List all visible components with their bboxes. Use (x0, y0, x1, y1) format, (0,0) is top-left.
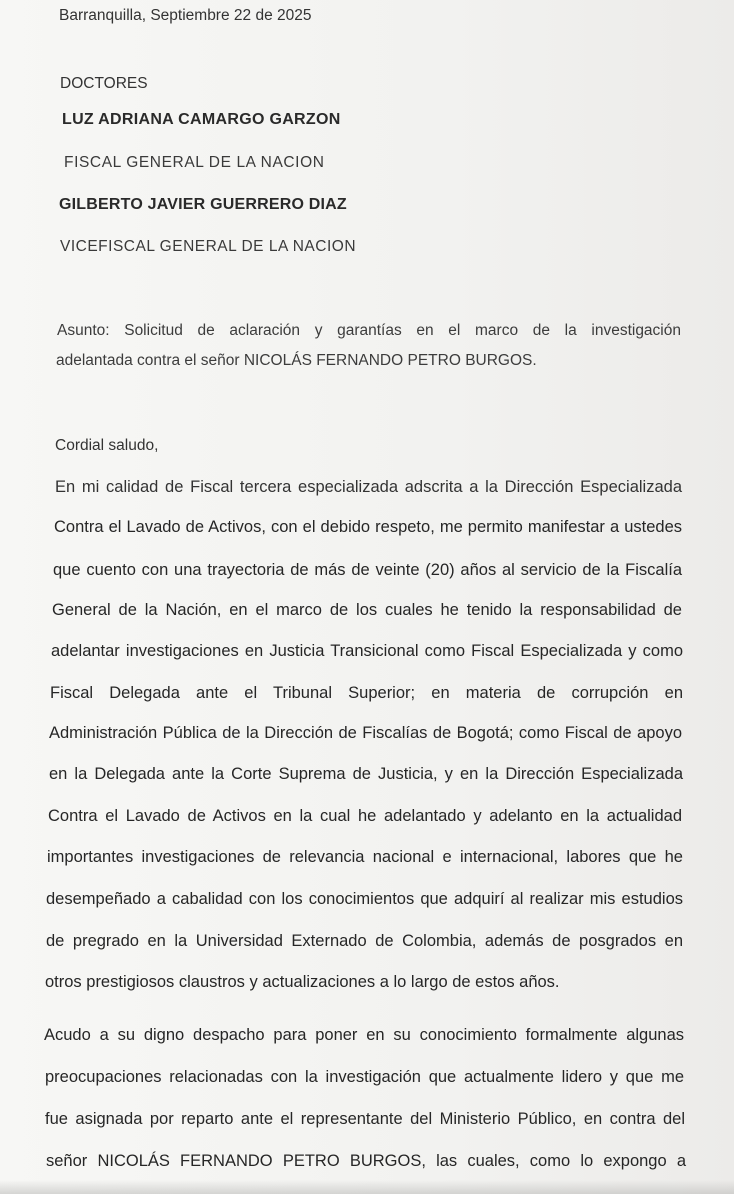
paragraph-1-line: En mi calidad de Fiscal tercera especializada adscrita a la Dirección Especializada (55, 478, 682, 496)
paragraph-2-line: fue asignada por reparto ante el representante del Ministerio Público, en contra del (45, 1110, 685, 1128)
paragraph-1-line: Contra el Lavado de Activos, con el debido respeto, me permito manifestar a ustedes (54, 518, 682, 536)
page-edge-shadow (0, 1180, 734, 1194)
recipient-1-name: LUZ ADRIANA CAMARGO GARZON (62, 111, 341, 128)
paragraph-1-line: Fiscal Delegada ante el Tribunal Superior; en materia de corrupción en (50, 684, 683, 702)
paragraph-1-line: Administración Pública de la Dirección de Fiscalías de Bogotá; como Fiscal de apoyo (49, 724, 682, 742)
paragraph-1-line: Contra el Lavado de Activos en la cual he adelantado y adelanto en la actualidad (48, 807, 682, 825)
paragraph-1-line: en la Delegada ante la Corte Suprema de Justicia, y en la Dirección Especializada (49, 765, 683, 783)
paragraph-2-line: preocupaciones relacionadas con la investigación que actualmente lidero y que me (45, 1068, 684, 1086)
recipient-2-title: VICEFISCAL GENERAL DE LA NACION (60, 238, 357, 255)
paragraph-1-line: otros prestigiosos claustros y actualizaciones a lo largo de estos años. (45, 973, 560, 991)
paragraph-1-line: importantes investigaciones de relevancia nacional e internacional, labores que he (47, 848, 683, 866)
paragraph-2-line: señor NICOLÁS FERNANDO PETRO BURGOS, las cuales, como lo expongo a (46, 1152, 686, 1170)
paragraph-1-line: de pregrado en la Universidad Externado de Colombia, además de posgrados en (46, 932, 683, 950)
greeting: Cordial saludo, (55, 437, 159, 454)
salutation-header: DOCTORES (60, 75, 148, 92)
recipient-1-title: FISCAL GENERAL DE LA NACION (64, 154, 325, 171)
paragraph-2-line: Acudo a su digno despacho para poner en su conocimiento formalmente algunas (44, 1026, 684, 1044)
subject-line: adelantada contra el señor NICOLÁS FERNANDO PETRO BURGOS. (56, 352, 537, 369)
paragraph-1-line: General de la Nación, en el marco de los cuales he tenido la responsabilidad de (52, 601, 682, 619)
paragraph-1-line: que cuento con una trayectoria de más de veinte (20) años al servicio de la Fiscalía (53, 561, 682, 579)
subject-line: Asunto: Solicitud de aclaración y garantías en el marco de la investigación (57, 322, 681, 339)
recipient-2-name: GILBERTO JAVIER GUERRERO DIAZ (59, 196, 347, 213)
paragraph-1-line: adelantar investigaciones en Justicia Transicional como Fiscal Especializada y como (51, 642, 683, 660)
place-date: Barranquilla, Septiembre 22 de 2025 (59, 7, 312, 24)
paragraph-1-line: desempeñado a cabalidad con los conocimientos que adquirí al realizar mis estudios (46, 890, 683, 908)
